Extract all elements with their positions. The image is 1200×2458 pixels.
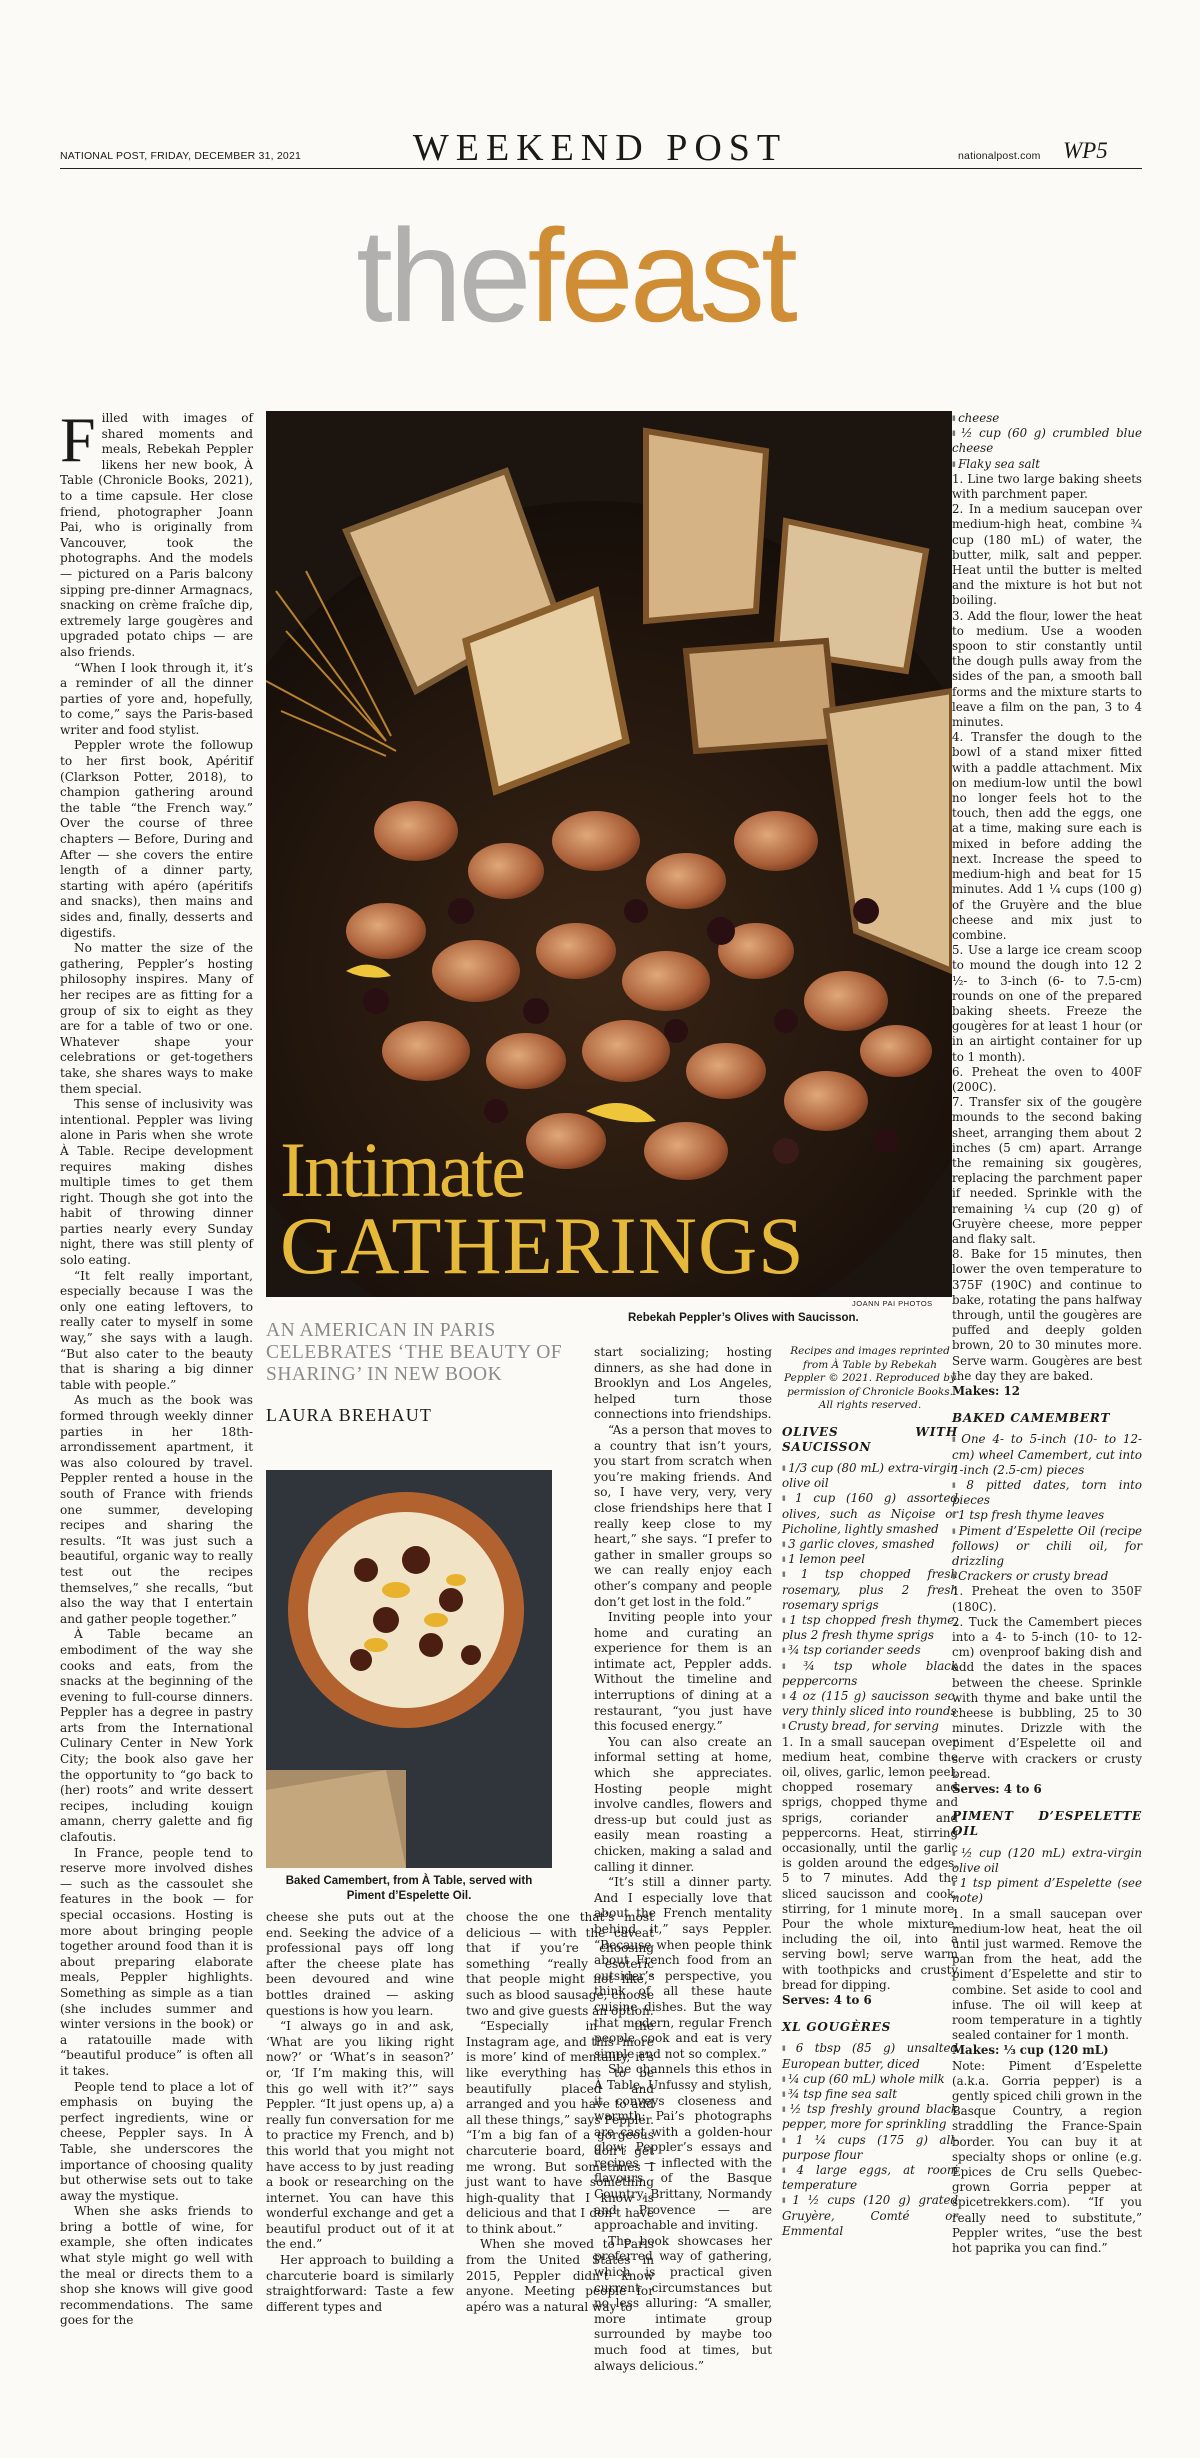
hero-photo [266,411,952,1297]
camembert-serves: Serves: 4 to 6 [952,1782,1042,1797]
col1-p8: À Table became an embodiment of the way she cooks and eats, from the snacks at the beginning of the evening to full-course dinners. Peppler has a degree in pastry arts from the International Culinary Center in New York City; the book also gave her the opportunity to “go back to (her) roots” and write dessert recipes, including kouign amann, cherry galette and fig clafoutis. [60,1627,253,1845]
col1-p2: “When I look through it, it’s a reminder of all the dinner parties of yore and, hopefully, to come,” says the Paris-based writer and food stylist. [60,660,253,737]
ingredient: ▮ One 4- to 5-inch (10- to 12-cm) wheel Camembert, cut into 1-inch (2.5-cm) pieces [952,1432,1142,1478]
recipe-step: 1. Preheat the oven to 350F (180C). [952,1584,1142,1614]
col1-p10: People tend to place a lot of emphasis on buying the perfect ingredients, wine or cheese, Peppler says. In À Table, she underscores the importance of choosing quality but otherwise sets out to take away the mystique. [60,2079,253,2203]
col4-p5: “It’s still a dinner party. And I especially love that about the French mentality behind it,” says Peppler. “Because when people think about French food from an outsider’s perspective, you think of all these haute cuisine dishes. But the way that modern, regular French people cook and eat is very simple and not so complex.” [594,1875,772,2061]
camembert-caption: Baked Camembert, from À Table, served with Piment d’Espelette Oil. [285,1875,533,1902]
recipe-step: 2. Tuck the Camembert pieces into a 4- to 5-inch (10- to 12-cm) ovenproof baking dish and add the dates in the spaces between the cheese. Sprinkle with thyme and bake until the cheese is bubbling, 25 to 30 minutes. Drizzle with the piment d’Espelette oil and serve with crackers or crusty bread. [952,1614,1142,1781]
col3-p2: “Especially in the Instagram age, and this ‘more is more’ kind of mentality, it’s like everything has to be beautifully placed and arranged and you have to add all these things,” says Peppler. “I’m a big fan of a gorgeous charcuterie board, don’t get me wrong. But sometimes I just want to have something high-quality that I know is delicious and that I don’t have to think about.” [466,2019,654,2236]
col2-p1: cheese she puts out at the end. Seeking the advice of a professional pays off long after the cheese plate has been devoured and wine bottles drained — asking questions is how you learn. [266,1910,454,2018]
ingredient: ▮ Flaky sea salt [952,457,1142,472]
hero-headline-line1: Intimate [280,1126,524,1213]
ingredient: ▮ 1 ¼ cups (175 g) all-purpose flour [782,2133,958,2163]
recipe-step: 1. Line two large baking sheets with parchment paper. [952,471,1142,502]
col1-p3: Peppler wrote the followup to her first book, Apéritif (Clarkson Potter, 2018), to champion gathering around the table “the French way.” Over the course of three chapters — Before, During and After — she covers the entire length of a dinner party, starting with apéro (apéritifs and snacks), then mains and sides and, finally, desserts and digestifs. [60,738,253,940]
col1-p4: No matter the size of the gathering, Peppler’s hosting philosophy inspires. Many of her recipes are as fitting for a group of six to eight as they are for a table of two or one. Whatever shape your celebrations or get-togethers take, she shares ways to make them special. [60,941,253,1096]
hero-headline-line2: GATHERINGS [280,1200,805,1291]
ingredient: ▮ 4 large eggs, at room temperature [782,2163,958,2193]
col1-p7: As much as the book was formed through weekly dinner parties in her 18th-arrondissement apartment, it was also coloured by travel. Peppler rented a house in the south of France with friends one summer, developing recipes and sharing the results. “It was just such a beautiful, organic way to really test out the recipes themselves,” she recalls, “but also the way that I entertain and gather people together.” [60,1393,253,1626]
col4-p6: She channels this ethos in À Table. Unfussy and stylish, it conveys closeness and warmth: Pai’s photographs are cast with a golden-hour glow; Peppler’s essays and recipes — inflected with the flavours of the Basque Country, Brittany, Normandy and Provence — are approachable and inviting. [594,2062,772,2233]
camembert-photo [266,1470,552,1868]
reprint-note: Recipes and images reprinted from À Table by Rebekah Peppler © 2021. Reproduced by permission of Chronicle Books. All rights reserved. [784,1345,956,1411]
article-column-1 [60,404,253,2329]
drop-cap: F [60,404,96,475]
masthead-rule [60,168,1142,169]
gougeres-makes: Makes: 12 [952,1384,1020,1398]
ingredient: ▮ ½ tsp freshly ground black pepper, more for sprinkling [782,2102,958,2132]
col1-p9: In France, people tend to reserve more involved dishes — such as the cassoulet she features in the book — for special occasions. Hosting is more about bringing people together around food than it is about preparing elaborate meals, Peppler highlights. Something as simple as a tian (she includes summer and winter versions in the book) or a ratatouille made with “beautiful produce” is often all it takes. [60,1845,253,2078]
recipe-step: 6. Preheat the oven to 400F (200C). [952,1064,1142,1094]
olives-serves: Serves: 4 to 6 [782,1993,872,2008]
col1-p11: When she asks friends to bring a bottle of wine, for example, she often indicates what style might go well with the meal or directs them to a shop she knows will give good recommendations. The same goes for the [60,2204,253,2328]
ingredient: ▮ 1 tsp chopped fresh rosemary, plus 2 fresh rosemary sprigs [782,1567,958,1613]
recipe-title-gougeres: XL GOUGÈRES [782,2020,892,2035]
recipe-title-oil: PIMENT D’ESPELETTE OIL [952,1809,1142,1839]
ingredient: ▮ 1 tsp chopped fresh thyme, plus 2 fresh thyme sprigs [782,1613,958,1643]
ingredient: ▮ 4 oz (115 g) saucisson sec, very thinly sliced into rounds [782,1689,958,1719]
ingredient: ▮ 1 tsp fresh thyme leaves [952,1508,1142,1523]
deck: AN AMERICAN IN PARIS CELEBRATES ‘THE BEAUTY OF SHARING’ IN NEW BOOK [266,1320,563,1385]
recipe-step: 4. Transfer the dough to the bowl of a stand mixer fitted with a paddle attachment. Mix on medium-low until the bowl no longer feels hot to the touch, then add the eggs, one at a time, making sure each is mixed in before adding the next. Increase the speed to medium-high and beat for 15 minutes. Add 1 ¼ cups (100 g) of the Gruyère and the blue cheese and mix just to combine. [952,730,1142,942]
recipe-step: 7. Transfer six of the gougère mounds to the second baking sheet, arranging them about 2 inches (5 cm) apart. Arrange the remaining six gougères, replacing the parchment paper if needed. Sprinkle with the remaining ¼ cup (20 g) of Gruyère cheese, more pepper and flaky salt. [952,1095,1142,1246]
masthead: WEEKEND POST [412,127,788,169]
col2-p2: “I always go in and ask, ‘What are you liking right now?’ or ‘What’s in season?’ or, ‘If I’m making this, will this go well with it?’” says Peppler. “It just opens up, a) a really fun conversation for me to practice my French, and b) this world that you might not have access to by just reading a book or researching on the internet. You can have this wonderful exchange and get a beautiful product out of it at the end.” [266,2019,454,2252]
recipe-title-olives: OLIVES WITH SAUCISSON [782,1424,958,1454]
col4-p7: The book showcases her preferred way of gathering, which is practical given current circumstances but no less alluring: “A smaller, more intimate group surrounded by maybe too much food at times, but always delicious.” [594,2233,772,2373]
col2-p3: Her approach to building a charcuterie board is similarly straightforward: Taste a few different types and [266,2253,454,2314]
recipe-column-5 [782,1345,958,2239]
col1-p1: illed with images of shared moments and meals, Rebekah Peppler likens her new book, À Table (Chronicle Books, 2021), to a time capsule. Her close friend, photographer Joann Pai, who is originally from Vancouver, took the photographs. And the models — pictured on a Paris balcony sipping pre-dinner Armagnacs, snacking on crème fraîche dip, extremely large gougères and upgraded potato chips — are also friends. [60,411,253,659]
folio-date: NATIONAL POST, FRIDAY, DECEMBER 31, 2021 [60,150,302,162]
recipe-step: 5. Use a large ice cream scoop to mound the dough into 12 2 ½- to 3-inch (6- to 7.5-cm) rounds on one of the prepared baking sheets. Freeze the gougères for at least 1 hour (or in an airtight container for up to 1 month). [952,943,1142,1064]
ingredient: ▮ ¾ tsp fine sea salt [782,2087,958,2102]
ingredient: ▮ ½ cup (60 g) crumbled blue cheese [952,426,1142,456]
col4-p4: You can also create an informal setting at home, which she appreciates. Hosting people might involve candles, flowers and dress-up but could just as easily mean roasting a chicken, making a salad and calling it dinner. [594,1734,772,1874]
oil-step-1: 1. In a small saucepan over medium-low heat, heat the oil until just warmed. Remove the pan from the heat, add the piment d’Espelette and stir to combine. Set aside to cool and infuse. The oil will keep at room temperature in a tightly sealed container for 1 month. [952,1906,1142,2043]
article-column-2 [266,1910,454,2315]
ingredient: ▮ Crusty bread, for serving [782,1719,958,1734]
gougeres-ingredients-cont [952,411,1142,472]
recipe-step: 2. In a medium saucepan over medium-high heat, combine ¾ cup (180 mL) of water, the butter, milk, salt and pepper. Heat until the butter is melted and the mixture is hot but not boiling. [952,502,1142,608]
recipe-title-camembert: BAKED CAMEMBERT [952,1411,1111,1426]
col1-p5: This sense of inclusivity was intentional. Peppler was living alone in Paris when she wrote À Table. Recipe development requires making dishes multiple times to get them right. Though she got into the habit of throwing dinner parties nearly every Sunday night, there was still plenty of solo eating. [60,1097,253,1268]
oil-makes: Makes: ⅓ cup (120 mL) [952,2043,1109,2058]
camembert-ingredients [952,1432,1142,1584]
recipe-step: 8. Bake for 15 minutes, then lower the oven temperature to 375F (190C) and continue to bake, rotating the pans halfway through, until the gougères are puffed and deeply golden brown, 20 to 30 minutes more. Serve warm. Gougères are best the day they are baked. [952,1247,1142,1383]
camembert-steps [952,1584,1142,1782]
ingredient: ▮ cheese [952,411,1142,426]
page-number: WP5 [1063,138,1108,163]
section-title [0,202,1150,349]
col4-p3: Inviting people into your home and curating an experience for them is an intimate act, Peppler adds. Without the timeline and interruptions of dining at a restaurant, “you just have this focused energy.” [594,1610,772,1734]
col3-p1: choose the one that’s most delicious — with the caveat that if you’re choosing something “really esoteric that people might not like,” such as blood sausage, choose two and give guests an option. [466,1910,654,2018]
col1-p6: “It felt really important, especially because I was the only one eating leftovers, to really cater to myself in some way,” she says with a laugh. “But also cater to the beauty that is sharing a big dinner table with people.” [60,1268,253,1392]
folio-site[interactable]: nationalpost.com [958,150,1041,162]
hero-headline [280,1126,940,1291]
recipe-column-6 [952,411,1142,2256]
ingredient: ▮ 1/3 cup (80 mL) extra-virgin olive oil [782,1461,958,1491]
ingredient: ▮ 3 garlic cloves, smashed [782,1537,958,1552]
section-title-the: the [356,202,528,349]
col4-p1: start socializing; hosting dinners, as she had done in Brooklyn and Los Angeles, helped turn those connections into friendships. [594,1345,772,1422]
hero-caption: Rebekah Peppler’s Olives with Saucisson. [628,1312,859,1324]
baked-camembert-illustration [266,1470,552,1868]
gougeres-ingredients [782,2041,958,2239]
section-title-feast: feast [527,202,794,349]
ingredient: ▮ 8 pitted dates, torn into pieces [952,1478,1142,1508]
col4-p2: “As a person that moves to a country that isn’t yours, you start from scratch when you’re making friends. And so, I have very, very, very close friendships here that I really keep close to my heart,” she says. “I prefer to gather in smaller groups so we can really enjoy each other’s company and people don’t get lost in the fold.” [594,1422,772,1609]
article-column-4 [594,1345,772,2374]
col3-p3: When she moved to Paris from the United States in 2015, Peppler didn’t know anyone. Meeting people for apéro was a natural way to [466,2237,654,2314]
ingredient: ▮ 1 ½ cups (120 g) grated Gruyère, Comté or Emmental [782,2193,958,2239]
gougeres-steps [952,472,1142,1384]
ingredient: ▮ 6 tbsp (85 g) unsalted European butter, diced [782,2041,958,2071]
photo-credit: JOANN PAI PHOTOS [852,1299,933,1308]
oil-ingredients [952,1846,1142,1907]
ingredient: ▮ 1 lemon peel [782,1552,958,1567]
ingredient: ▮ ¼ cup (60 mL) whole milk [782,2072,958,2087]
olives-ingredients [782,1461,958,1735]
ingredient: ▮ ½ cup (120 mL) extra-virgin olive oil [952,1846,1142,1876]
olives-step-1: 1. In a small saucepan over medium heat, combine the oil, olives, garlic, lemon peel, chopped rosemary and sprigs, chopped thyme and sprigs, coriander and peppercorns. Heat, stirring occasionally, until the garlic is golden around the edges, 5 to 7 minutes. Add the sliced saucisson and cook, stirring, for 1 minute more. Pour the whole mixture, including the oil, into a serving bowl; serve warm with toothpicks and crusty bread for dipping. [782,1734,958,1992]
ingredient: ▮ ¾ tsp whole black peppercorns [782,1659,958,1689]
recipe-step: 3. Add the flour, lower the heat to medium. Use a wooden spoon to stir constantly until the dough pulls away from the sides of the pan, a smooth ball forms and the mixture starts to leave a film on the pan, 3 to 4 minutes. [952,608,1142,730]
ingredient: ▮ Piment d’Espelette Oil (recipe follows) or chili oil, for drizzling [952,1524,1142,1570]
ingredient: ▮ 1 cup (160 g) assorted olives, such as Niçoise or Picholine, lightly smashed [782,1491,958,1537]
ingredient: ▮ 1 tsp piment d’Espelette (see note) [952,1876,1142,1906]
ingredient: ▮ Crackers or crusty bread [952,1569,1142,1584]
ingredient: ▮ ¾ tsp coriander seeds [782,1643,958,1658]
oil-note: Note: Piment d’Espelette (a.k.a. Gorria pepper) is a gently spiced chili grown in the Basque Country, a region straddling the France-Spain border. You can buy it at specialty shops or online (e.g. Épices de Cru sells Quebec-grown Gorria pepper at spicetrekkers.com). “If you really need to substitute,” Peppler writes, “use the best hot paprika you can find.” [952,2058,1142,2255]
byline: LAURA BREHAUT [266,1405,433,1425]
